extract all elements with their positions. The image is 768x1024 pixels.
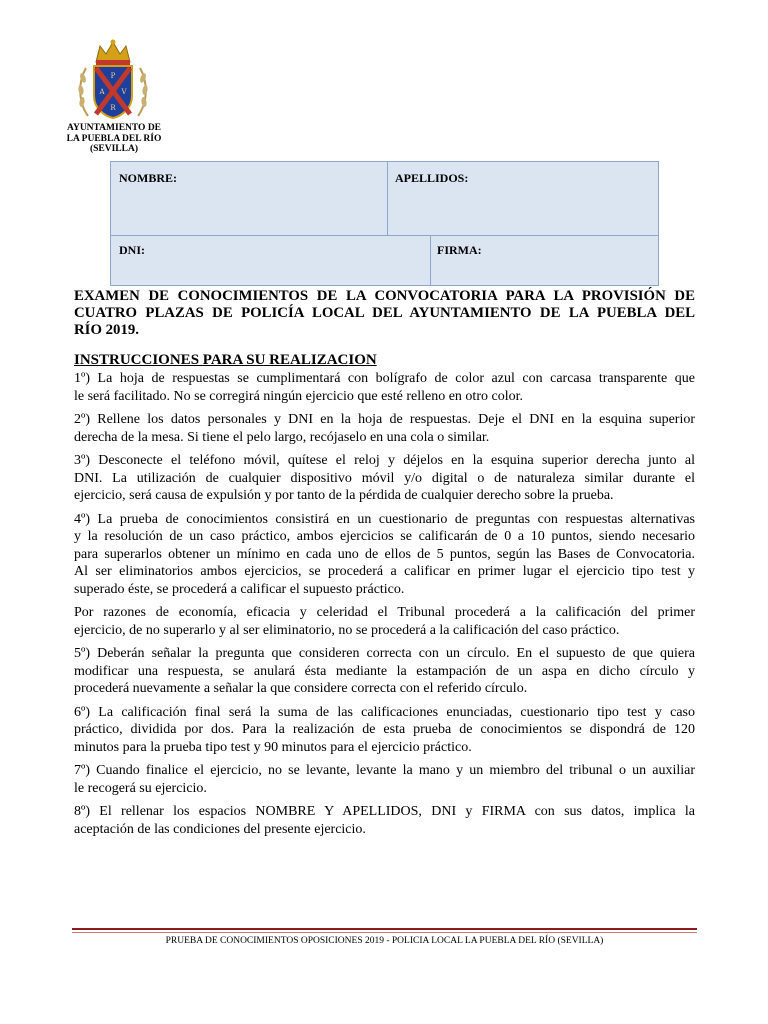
footer-text: PRUEBA DE CONOCIMIENTOS OPOSICIONES 2019 - POLICIA LOCAL LA PUEBLA DEL RÍO (SEVILLA)	[165, 936, 604, 946]
paragraph-line: 1º) La hoja de respuestas se cumplimentará con bolígrafo de color azul con carcasa transparente que	[74, 371, 695, 386]
paragraph-line: derecha de la mesa. Si tiene el pelo largo, recójaselo en una cola o similar.	[74, 429, 490, 445]
paragraph-line: ejercicio, será causa de expulsión y por tanto de la pérdida de cualquier derecho sobre la prueba.	[74, 488, 614, 503]
instruction-paragraph	[74, 452, 695, 505]
form-divider	[430, 235, 431, 286]
instruction-paragraph	[74, 803, 695, 838]
paragraph-line: 8º) El rellenar los espacios NOMBRE Y APELLIDOS, DNI y FIRMA con sus datos, implica la	[74, 804, 695, 819]
paragraph-line: procederá nuevamente a señalar la que considere correcta con el referido círculo.	[74, 681, 528, 696]
form-divider	[111, 235, 658, 236]
instructions-heading: INSTRUCCIONES PARA SU REALIZACION	[74, 352, 377, 368]
crest-letter-top: P	[110, 72, 116, 80]
form-divider	[387, 162, 388, 235]
paragraph-line: 5º) Deberán señalar la pregunta que consideren correcta con un círculo. En el supuesto de que quiera	[74, 646, 695, 661]
apellidos-field[interactable]: APELLIDOS:	[395, 171, 469, 185]
paragraph-line: Al ser eliminatorios ambos ejercicios, se procederá a calificar en primer lugar el ejercicio tipo test y	[74, 564, 695, 579]
instruction-paragraph	[74, 762, 695, 797]
instruction-paragraph	[74, 411, 695, 446]
paragraph-line: 7º) Cuando finalice el ejercicio, no se levante, levante la mano y un miembro del tribunal o un auxiliar	[74, 763, 695, 778]
paragraph-line: modificar una respuesta, se anulará ésta mediante la estampación de un aspa en dicho círculo y	[74, 663, 695, 679]
personal-data-form	[110, 161, 659, 286]
coat-of-arms-icon	[74, 38, 152, 122]
paragraph-line: Por razones de economía, eficacia y celeridad el Tribunal procederá a la calificación del primer	[74, 605, 695, 620]
paragraph-line: práctico, dividida por dos. Para la realización de esta prueba de conocimientos se dispondrá de 120	[74, 722, 695, 737]
org-line: LA PUEBLA DEL RÍO	[66, 133, 162, 144]
paragraph-line: le será facilitado. No se corregirá ningún ejercicio que esté relleno en otro color.	[74, 388, 523, 404]
paragraph-line: minutos para la prueba tipo test y 90 minutos para el ejercicio práctico.	[74, 739, 472, 755]
paragraph-line: ejercicio, de no superarlo y al ser eliminatorio, no se procederá a la calificación del caso práctico.	[74, 622, 620, 638]
footer-rule	[72, 928, 697, 930]
crest-letter-left: A	[99, 88, 105, 96]
paragraph-line: y la resolución de un caso práctico, ambos ejercicios se calificarán de 0 a 10 puntos, siendo necesario	[74, 529, 695, 544]
firma-field[interactable]: FIRMA:	[437, 243, 482, 257]
footer-rule	[72, 932, 697, 933]
dni-field[interactable]: DNI:	[119, 243, 145, 257]
org-line: AYUNTAMIENTO DE	[66, 123, 162, 133]
paragraph-line: superado éste, se procederá a calificar el supuesto práctico.	[74, 581, 405, 597]
instruction-paragraph	[74, 604, 695, 639]
instructions-body	[74, 370, 695, 844]
paragraph-line: 3º) Desconecte el teléfono móvil, quítese el reloj y déjelos en la esquina superior derecha junto al	[74, 453, 695, 468]
paragraph-line: aceptación de las condiciones del presente ejercicio.	[74, 821, 366, 837]
paragraph-line: le recogerá su ejercicio.	[74, 780, 207, 796]
nombre-field[interactable]: NOMBRE:	[119, 171, 177, 185]
paragraph-line: para superarlos obtener un mínimo en cada uno de ellos de 5 puntos, según las Bases de Convocatoria.	[74, 546, 695, 562]
instruction-paragraph	[74, 511, 695, 599]
paragraph-line: DNI. La utilización de cualquier dispositivo móvil y/o digital o de naturaleza similar durante el	[74, 470, 695, 486]
instruction-paragraph	[74, 370, 695, 405]
title-line: RÍO 2019.	[74, 322, 139, 338]
org-line: (SEVILLA)	[89, 144, 139, 154]
instruction-paragraph	[74, 645, 695, 698]
paragraph-line: 4º) La prueba de conocimientos consistirá en un cuestionario de preguntas con respuestas alternativas	[74, 511, 695, 527]
paragraph-line: 2º) Rellene los datos personales y DNI en la hoja de respuestas. Deje el DNI en la esquina superior	[74, 412, 695, 427]
title-line: EXAMEN DE CONOCIMIENTOS DE LA CONVOCATORIA PARA LA PROVISIÓN DE	[74, 288, 695, 304]
title-line: CUATRO PLAZAS DE POLICÍA LOCAL DEL AYUNTAMIENTO DE LA PUEBLA DEL	[74, 305, 695, 321]
exam-title	[74, 288, 695, 339]
crest-letter-right: V	[121, 88, 127, 96]
crest-letter-bottom: R	[110, 104, 116, 112]
paragraph-line: 6º) La calificación final será la suma de las calificaciones enunciadas, cuestionario tipo test y caso	[74, 704, 695, 720]
organization-name	[56, 123, 172, 155]
instruction-paragraph	[74, 704, 695, 757]
